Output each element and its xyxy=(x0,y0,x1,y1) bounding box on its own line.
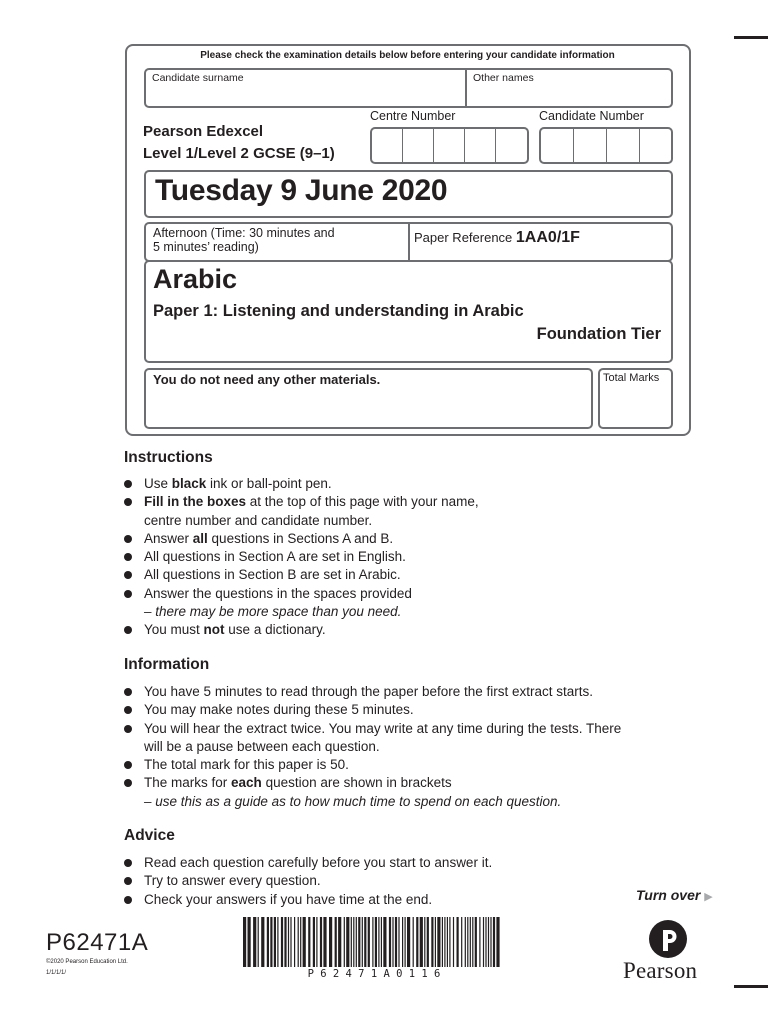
barcode-bar xyxy=(298,917,299,967)
other-names-label: Other names xyxy=(473,72,534,84)
turn-over-arrow-icon: ▶ xyxy=(704,891,713,903)
information-item: You have 5 minutes to read through the paper before the first extract starts. xyxy=(124,683,704,701)
bullet-icon xyxy=(124,535,132,543)
barcode-bar xyxy=(362,917,363,967)
barcode-bar xyxy=(284,917,286,967)
information-heading: Information xyxy=(124,656,210,673)
copyright: ©2020 Pearson Education Ltd. xyxy=(46,959,128,965)
barcode-bar xyxy=(356,917,357,967)
turn-over-label: Turn over xyxy=(636,887,701,903)
barcode-bar xyxy=(353,917,354,967)
barcode-bar xyxy=(435,917,436,967)
bullet-icon xyxy=(124,553,132,561)
barcode-text: P 6 2 4 7 1 A 0 1 1 6 xyxy=(307,968,441,980)
exam-board: Pearson Edexcel xyxy=(143,123,264,140)
pearson-logo-text: Pearson xyxy=(623,958,698,983)
candidate-number-cell[interactable] xyxy=(607,129,640,162)
instruction-item: All questions in Section B are set in Arabic. xyxy=(124,566,684,584)
candidate-surname-field[interactable] xyxy=(152,72,452,102)
paper-reference-code: 1AA0/1F xyxy=(515,229,580,246)
bullet-icon xyxy=(124,590,132,598)
barcode-bar xyxy=(288,917,289,967)
barcode-bar xyxy=(300,917,301,967)
barcode-bar xyxy=(457,917,459,967)
bullet-icon xyxy=(124,688,132,696)
candidate-number-label: Candidate Number xyxy=(539,109,644,123)
barcode-bar xyxy=(416,917,418,967)
corner-mark-bottom xyxy=(734,985,768,988)
barcode-bar xyxy=(479,917,480,967)
barcode-bar xyxy=(378,917,379,967)
advice-heading: Advice xyxy=(124,827,175,844)
barcode-bar xyxy=(338,917,341,967)
advice-item: Read each question carefully before you start to answer it. xyxy=(124,854,684,872)
barcode-bar xyxy=(372,917,373,967)
barcode-bar xyxy=(261,917,264,967)
barcode-bar xyxy=(488,917,489,967)
exam-date: Tuesday 9 June 2020 xyxy=(155,174,448,207)
barcode-bar xyxy=(383,917,386,967)
barcode-bar xyxy=(453,917,454,967)
information-item: The total mark for this paper is 50. xyxy=(124,756,704,774)
session-time-line2: 5 minutes’ reading) xyxy=(153,239,259,254)
bullet-icon xyxy=(124,859,132,867)
barcode-bar xyxy=(381,917,382,967)
barcode-bar xyxy=(472,917,473,967)
centre-number-label: Centre Number xyxy=(370,109,456,123)
tier: Foundation Tier xyxy=(536,325,661,343)
barcode-bar xyxy=(364,917,366,967)
centre-number-cell[interactable] xyxy=(465,129,496,162)
barcode-bar xyxy=(395,917,397,967)
barcode-bar xyxy=(270,917,272,967)
barcode-bar xyxy=(329,917,332,967)
bullet-icon xyxy=(124,779,132,787)
barcode-bar xyxy=(308,917,310,967)
barcode-bar xyxy=(248,917,251,967)
barcode-bar xyxy=(444,917,445,967)
turn-over xyxy=(636,887,713,903)
barcode-bar xyxy=(398,917,399,967)
barcode-bar xyxy=(243,917,246,967)
advice-list xyxy=(124,854,684,909)
session-time xyxy=(153,227,335,254)
corner-mark-top xyxy=(734,36,768,39)
barcode-bar xyxy=(346,917,349,967)
information-item: You may make notes during these 5 minutes. xyxy=(124,701,704,719)
barcode-bar xyxy=(427,917,429,967)
session-time-line1: Afternoon (Time: 30 minutes and xyxy=(153,226,335,240)
materials-text: You do not need any other materials. xyxy=(153,372,381,387)
bullet-icon xyxy=(124,725,132,733)
bullet-icon xyxy=(124,761,132,769)
instruction-item: All questions in Section A are set in English. xyxy=(124,548,684,566)
centre-number-cell[interactable] xyxy=(403,129,434,162)
name-divider xyxy=(465,70,467,106)
qualification-level: Level 1/Level 2 GCSE (9–1) xyxy=(143,145,335,162)
barcode-bar xyxy=(290,917,291,967)
barcode-bar xyxy=(485,917,486,967)
barcode-bar xyxy=(483,917,484,967)
barcode-bar xyxy=(437,917,440,967)
bullet-icon xyxy=(124,896,132,904)
barcode-bar xyxy=(351,917,352,967)
total-marks-label: Total Marks xyxy=(603,372,660,384)
instruction-item: Use black ink or ball-point pen. xyxy=(124,475,684,493)
pearson-logo-icon xyxy=(648,919,688,959)
barcode-bar xyxy=(335,917,337,967)
barcode-bar xyxy=(420,917,423,967)
barcode-bar xyxy=(402,917,403,967)
barcode-bar xyxy=(475,917,477,967)
barcode-bar xyxy=(467,917,468,967)
barcode-bar xyxy=(431,917,433,967)
paper-reference-label: Paper Reference xyxy=(414,230,513,245)
barcode-bar xyxy=(461,917,462,967)
bullet-icon xyxy=(124,877,132,885)
barcode-bar xyxy=(303,917,306,967)
barcode-bar xyxy=(313,917,315,967)
paper-reference xyxy=(414,229,580,247)
barcode-bar xyxy=(344,917,345,967)
barcode-bar xyxy=(493,917,495,967)
information-item: You will hear the extract twice. You may write at any time during the tests. There will be a pause between each question. xyxy=(124,720,704,757)
centre-number-cell[interactable] xyxy=(434,129,465,162)
barcode-bar xyxy=(389,917,391,967)
barcode-bar xyxy=(496,917,499,967)
barcode-bar xyxy=(323,917,326,967)
barcode-bar xyxy=(274,917,276,967)
session-divider xyxy=(408,224,410,260)
centre-number-boxes[interactable] xyxy=(370,127,529,164)
barcode-bar xyxy=(358,917,360,967)
barcode-bar xyxy=(447,917,448,967)
paper-title: Paper 1: Listening and understanding in Arabic xyxy=(153,302,524,320)
instructions-list xyxy=(124,475,684,640)
barcode-bar xyxy=(490,917,491,967)
candidate-number-cell[interactable] xyxy=(541,129,574,162)
barcode-bar xyxy=(277,917,278,967)
bullet-icon xyxy=(124,626,132,634)
details-notice: Please check the examination details below before entering your candidate information xyxy=(200,50,615,61)
instruction-item: Answer all questions in Sections A and B. xyxy=(124,530,684,548)
information-item: The marks for each question are shown in brackets – use this as a guide as to how much time to spend on each question. xyxy=(124,774,704,811)
instructions-heading: Instructions xyxy=(124,449,213,466)
instruction-item: Fill in the boxes at the top of this page with your name, centre number and candidate number. xyxy=(124,493,684,530)
barcode-bar xyxy=(281,917,283,967)
instruction-item: You must not use a dictionary. xyxy=(124,621,684,639)
paper-code: P62471A xyxy=(46,929,149,956)
barcode-bar xyxy=(465,917,466,967)
candidate-number-boxes[interactable] xyxy=(539,127,673,164)
other-names-field[interactable] xyxy=(473,72,663,102)
barcode-bar xyxy=(424,917,425,967)
barcode-bar xyxy=(253,917,256,967)
information-list xyxy=(124,683,704,811)
candidate-number-cell[interactable] xyxy=(574,129,607,162)
subject-title: Arabic xyxy=(153,264,238,294)
advice-item: Check your answers if you have time at the end. xyxy=(124,891,684,909)
bullet-icon xyxy=(124,706,132,714)
barcode-bar xyxy=(267,917,269,967)
bullet-icon xyxy=(124,480,132,488)
candidate-surname-label: Candidate surname xyxy=(152,72,244,84)
barcode-bar xyxy=(320,917,322,967)
barcode-bar xyxy=(442,917,443,967)
barcode-bar xyxy=(258,917,259,967)
barcode-bar xyxy=(294,917,295,967)
barcode-bar xyxy=(413,917,414,967)
barcode-bar xyxy=(407,917,410,967)
barcode-bar xyxy=(368,917,370,967)
centre-number-cell[interactable] xyxy=(372,129,403,162)
barcode-bar xyxy=(392,917,393,967)
barcode-bar xyxy=(375,917,377,967)
advice-item: Try to answer every question. xyxy=(124,872,684,890)
barcode-bar xyxy=(449,917,450,967)
bullet-icon xyxy=(124,498,132,506)
instruction-item: Answer the questions in the spaces provided – there may be more space than you need. xyxy=(124,585,684,622)
print-code: 1/1/1/1/ xyxy=(46,970,67,976)
barcode-bar xyxy=(405,917,406,967)
bullet-icon xyxy=(124,571,132,579)
barcode xyxy=(243,917,505,971)
barcode-bar xyxy=(470,917,471,967)
barcode-bar xyxy=(316,917,317,967)
